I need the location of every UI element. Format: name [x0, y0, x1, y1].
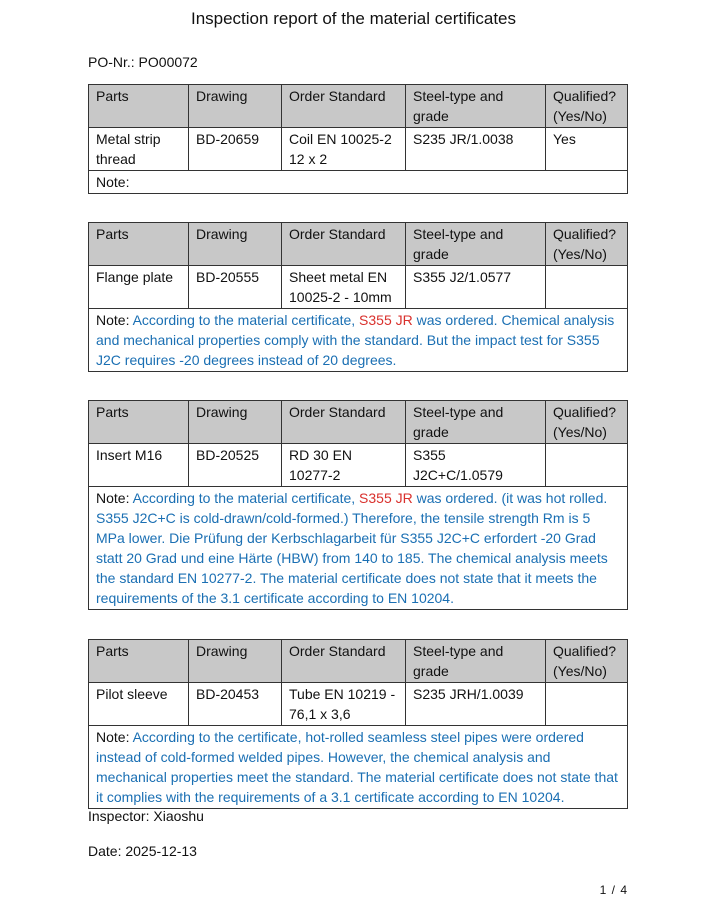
note-highlight: S355 JR [359, 312, 413, 328]
note-text-continued: was ordered. Chemical analysis and mechanical properties comply with the standard. But the impact test for S355 J2C requires -20 degrees instead of 20 degrees. [96, 312, 615, 368]
cell-steel: S355 J2/1.0577 [406, 266, 546, 309]
cell-drawing: BD-20525 [189, 444, 282, 487]
header-drawing: Drawing [189, 85, 282, 128]
cell-standard: RD 30 EN 10277-2 [282, 444, 406, 487]
cell-steel: S355 J2C+C/1.0579 [406, 444, 546, 487]
note-text-continued: was ordered. (it was hot rolled. S355 J2C+C is cold-drawn/cold-formed.) Therefore, the tensile strength Rm is 5 MPa lower. Die Prüfung der Kerbschlagarbeit für S355 J2C+C erfordert -20 Grad statt 20 Grad und eine Härte (HBW) from 140 to 185. The chemical analysis meets the standard EN 10277-2. The material certificate does not state that it meets the requirements of the 3.1 certificate according to EN 10204. [96, 490, 608, 606]
header-parts: Parts [89, 640, 189, 683]
certificate-table-4 [88, 639, 628, 809]
header-order-standard: Order Standard [282, 640, 406, 683]
note-cell [89, 171, 628, 194]
note-text: According to the material certificate, [132, 312, 356, 328]
cell-standard: Tube EN 10219 - 76,1 x 3,6 [282, 683, 406, 726]
cell-drawing: BD-20555 [189, 266, 282, 309]
cell-qualified [546, 266, 628, 309]
header-steel-type: Steel-type and grade [406, 401, 546, 444]
note-cell [89, 487, 628, 610]
cell-drawing: BD-20659 [189, 128, 282, 171]
note-label: Note: [96, 729, 130, 745]
cell-standard: Sheet metal EN 10025-2 - 10mm [282, 266, 406, 309]
cell-standard: Coil EN 10025-2 12 x 2 [282, 128, 406, 171]
header-order-standard: Order Standard [282, 85, 406, 128]
cell-steel: S235 JRH/1.0039 [406, 683, 546, 726]
note-row [89, 487, 628, 610]
note-row [89, 309, 628, 372]
header-drawing: Drawing [189, 401, 282, 444]
data-row [89, 683, 628, 726]
inspector-line: Inspector: Xiaoshu [88, 808, 204, 824]
note-label: Note: [96, 174, 130, 190]
header-parts: Parts [89, 85, 189, 128]
cell-part: Pilot sleeve [89, 683, 189, 726]
header-qualified: Qualified? (Yes/No) [546, 401, 628, 444]
header-order-standard: Order Standard [282, 401, 406, 444]
cell-steel: S235 JR/1.0038 [406, 128, 546, 171]
certificate-table-2 [88, 222, 628, 372]
note-row [89, 726, 628, 809]
cell-qualified: Yes [546, 128, 628, 171]
note-label: Note: [96, 312, 130, 328]
data-row [89, 266, 628, 309]
certificate-table-3 [88, 400, 628, 610]
header-parts: Parts [89, 401, 189, 444]
report-title: Inspection report of the material certificates [190, 9, 517, 28]
header-qualified: Qualified? (Yes/No) [546, 223, 628, 266]
cell-qualified [546, 444, 628, 487]
cell-part: Flange plate [89, 266, 189, 309]
note-cell [89, 309, 628, 372]
header-drawing: Drawing [189, 640, 282, 683]
header-qualified: Qualified? (Yes/No) [546, 640, 628, 683]
note-cell [89, 726, 628, 809]
date-line: Date: 2025-12-13 [88, 843, 197, 859]
header-row [89, 223, 628, 266]
note-text: According to the certificate, hot-rolled seamless steel pipes were ordered instead of cold-formed welded pipes. However, the chemical analysis and mechanical properties meet the standard. The material certificate does not state that it complies with the requirements of a 3.1 certificate according to EN 10204. [96, 729, 618, 805]
data-row [89, 444, 628, 487]
header-row [89, 85, 628, 128]
page-number: 1 / 4 [599, 883, 628, 897]
cell-drawing: BD-20453 [189, 683, 282, 726]
cell-part: Metal strip thread [89, 128, 189, 171]
header-parts: Parts [89, 223, 189, 266]
header-steel-type: Steel-type and grade [406, 223, 546, 266]
header-order-standard: Order Standard [282, 223, 406, 266]
header-drawing: Drawing [189, 223, 282, 266]
certificate-table-1 [88, 84, 628, 194]
note-label: Note: [96, 490, 130, 506]
note-row [89, 171, 628, 194]
header-steel-type: Steel-type and grade [406, 640, 546, 683]
header-qualified: Qualified? (Yes/No) [546, 85, 628, 128]
cell-part: Insert M16 [89, 444, 189, 487]
po-number: PO-Nr.: PO00072 [88, 54, 198, 70]
cell-qualified [546, 683, 628, 726]
header-steel-type: Steel-type and grade [406, 85, 546, 128]
data-row [89, 128, 628, 171]
note-text: According to the material certificate, [132, 490, 356, 506]
header-row [89, 640, 628, 683]
note-highlight: S355 JR [359, 490, 413, 506]
header-row [89, 401, 628, 444]
